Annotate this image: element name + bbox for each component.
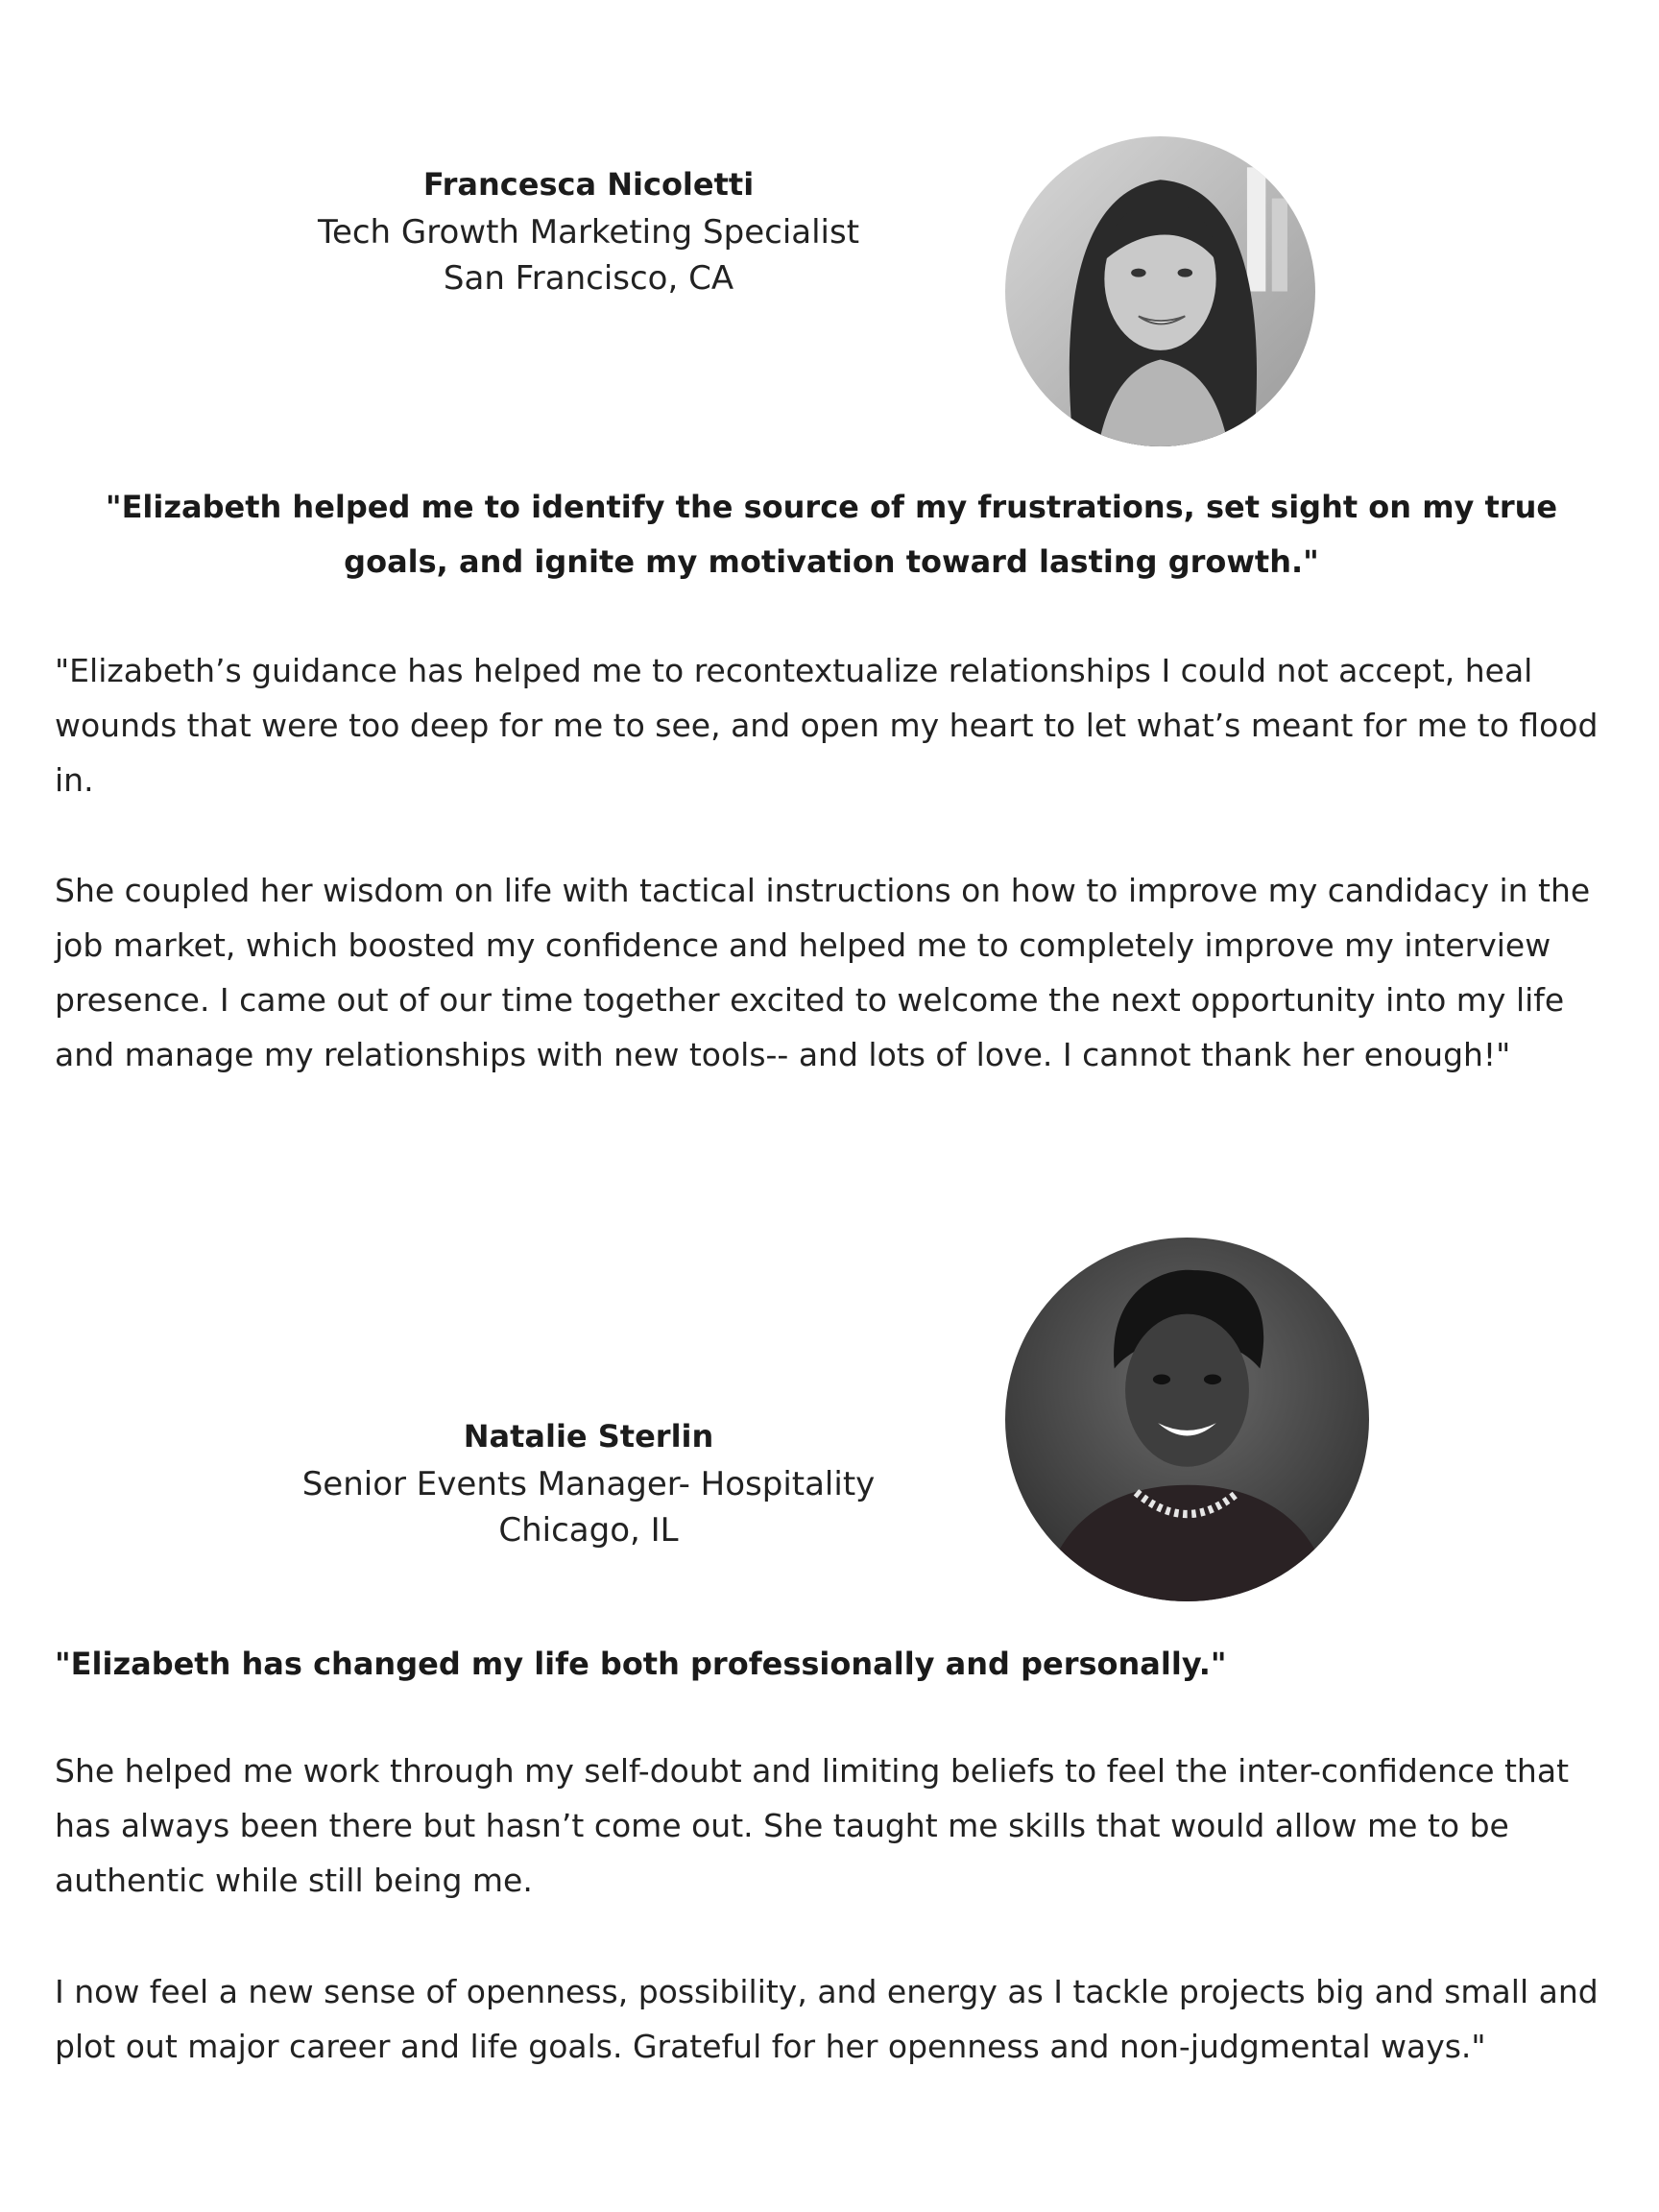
testimonial-2-role: Senior Events Manager- Hospitality (301, 1465, 876, 1503)
testimonial-2-name: Natalie Sterlin (463, 1418, 714, 1455)
testimonial-1-role: Tech Growth Marketing Specialist (317, 213, 860, 252)
testimonial-1-headline: "Elizabeth helped me to identify the source of my frustrations, set sight on my true goals, and ignite my motivation toward lasting growth." (105, 489, 1558, 580)
testimonial-2-headline: "Elizabeth has changed my life both professionally and personally." (55, 1646, 1227, 1682)
testimonial-1-location: San Francisco, CA (443, 259, 734, 298)
testimonial-1-paragraph-1: "Elizabeth’s guidance has helped me to recontextualize relationships I could not accept, heal wounds that were too deep for me to see, and open my heart to let what’s meant for me to flood in. (55, 652, 1599, 799)
testimonial-1-photo (1005, 136, 1315, 446)
testimonial-2-paragraph-1: She helped me work through my self-doubt and limiting beliefs to feel the inter-confidence that has always been there but hasn’t come out. She taught me skills that would allow me to be authentic while still being me. (55, 1752, 1570, 1899)
testimonial-1-name: Francesca Nicoletti (422, 166, 755, 203)
testimonial-2-paragraph-2: I now feel a new sense of openness, possibility, and energy as I tackle projects big and small and plot out major career and life goals. Grateful for her openness and non-judgmental ways." (55, 1973, 1599, 2065)
testimonial-1-paragraph-2: She coupled her wisdom on life with tactical instructions on how to improve my candidacy in the job market, which boosted my confidence and helped me to completely improve my interview presence. I came out of our time together excited to welcome the next opportunity into my life and manage my relationships with new tools-- and lots of love. I cannot thank her enough!" (55, 872, 1591, 1073)
portrait-woman-2-icon (1005, 1238, 1369, 1601)
testimonial-2-photo (1005, 1238, 1369, 1601)
portrait-woman-1-icon (1005, 136, 1315, 446)
testimonial-2-location: Chicago, IL (498, 1511, 679, 1550)
